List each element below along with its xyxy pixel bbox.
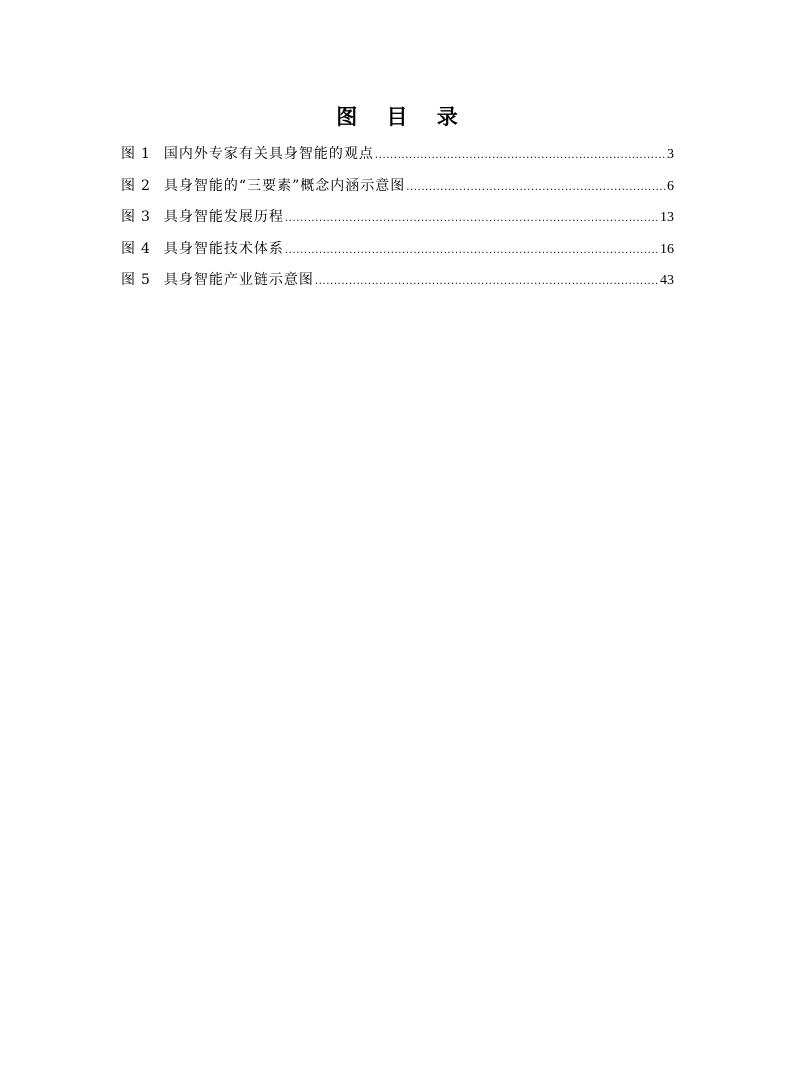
entry-title: 具身智能技术体系 xyxy=(163,240,284,257)
toc-entry[interactable] xyxy=(121,267,674,299)
toc-entry[interactable] xyxy=(121,236,674,268)
entry-number: 2 xyxy=(141,177,150,194)
entry-page-number: 43 xyxy=(660,273,674,288)
entry-number: 5 xyxy=(141,272,150,288)
toc-entry[interactable] xyxy=(121,141,674,173)
entry-label: 图 xyxy=(121,177,137,194)
entry-page-number: 3 xyxy=(667,147,674,162)
dot-leader xyxy=(285,238,659,264)
entry-page-number: 6 xyxy=(667,178,674,194)
dot-leader xyxy=(406,175,666,201)
entry-label: 图 xyxy=(121,272,137,288)
toc-title: 图 目 录 xyxy=(336,105,469,129)
entry-title: 具身智能发展历程 xyxy=(163,209,284,225)
entry-page-number: 13 xyxy=(660,210,674,225)
dot-leader xyxy=(285,206,659,232)
toc-entry[interactable] xyxy=(121,173,674,205)
entry-label: 图 xyxy=(121,209,137,225)
entry-page-number: 16 xyxy=(660,241,674,257)
entry-label: 图 xyxy=(121,240,137,257)
entry-title: 具身智能产业链示意图 xyxy=(163,272,314,288)
entry-title: 具身智能的“三要素”概念内涵示意图 xyxy=(163,177,406,194)
dot-leader xyxy=(375,143,666,169)
entry-number: 4 xyxy=(141,240,150,257)
entry-number: 3 xyxy=(141,209,150,225)
entry-title: 国内外专家有关具身智能的观点 xyxy=(163,146,374,162)
toc-entry[interactable] xyxy=(121,204,674,236)
entry-label: 图 xyxy=(121,146,137,162)
toc-list xyxy=(121,141,674,299)
dot-leader xyxy=(315,269,659,295)
entry-number: 1 xyxy=(141,146,150,162)
